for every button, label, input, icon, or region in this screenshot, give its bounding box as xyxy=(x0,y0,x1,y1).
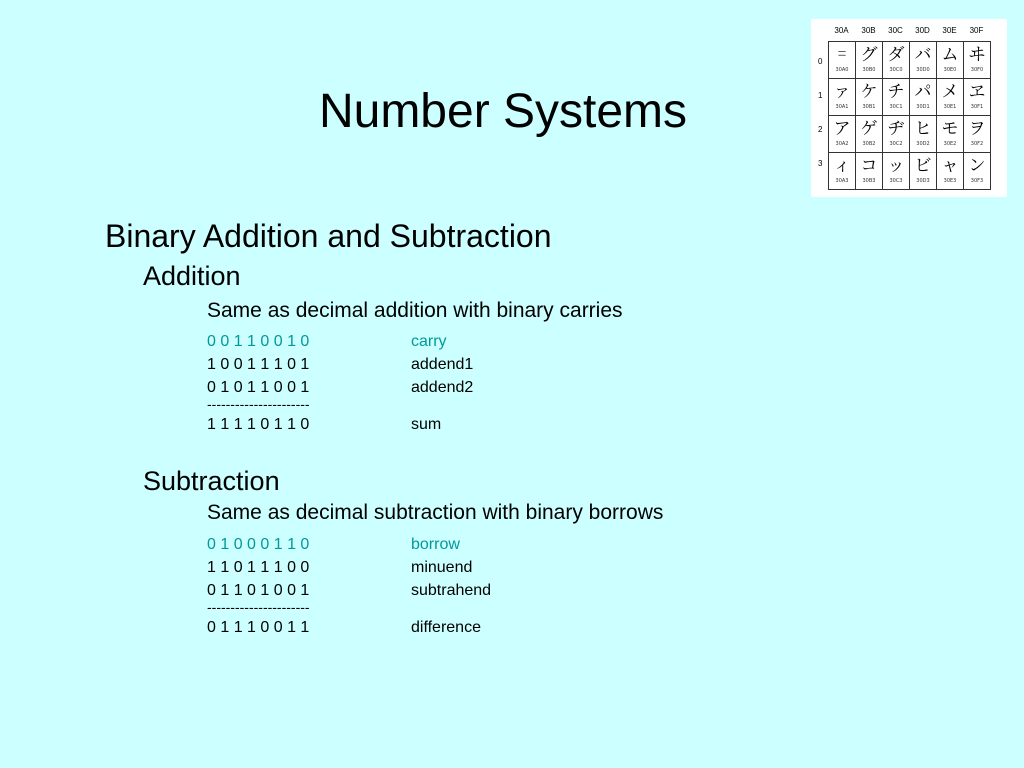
katakana-glyph: ン xyxy=(968,156,986,176)
addition-separator: ---------------------- xyxy=(207,396,310,412)
katakana-codepoint: 30F2 xyxy=(970,141,984,147)
katakana-glyph: ダ xyxy=(887,45,905,65)
katakana-cell xyxy=(829,153,856,190)
katakana-cell xyxy=(964,116,991,153)
katakana-codepoint: 30D2 xyxy=(916,141,930,147)
addition-description: Same as decimal addition with binary carries xyxy=(207,299,623,322)
katakana-codepoint: 30B0 xyxy=(862,67,876,73)
katakana-glyph: ヲ xyxy=(968,119,986,139)
column-header: 30D xyxy=(915,26,930,35)
column-header: 30C xyxy=(888,26,903,35)
katakana-glyph: ァ xyxy=(833,82,851,102)
katakana-cell xyxy=(937,116,964,153)
katakana-cell xyxy=(910,79,937,116)
row-header: 3 xyxy=(818,159,823,168)
katakana-cell xyxy=(883,116,910,153)
borrow-bits: 0 1 0 0 0 1 1 0 xyxy=(207,536,310,553)
katakana-glyph: ゠ xyxy=(833,45,851,65)
katakana-codepoint: 30F1 xyxy=(970,104,984,110)
katakana-cell xyxy=(829,42,856,79)
katakana-cell xyxy=(910,153,937,190)
borrow-label: borrow xyxy=(411,536,460,553)
addend1-label: addend1 xyxy=(411,356,474,373)
katakana-glyph: ィ xyxy=(833,156,851,176)
minuend-label: minuend xyxy=(411,559,473,576)
katakana-glyph: ヱ xyxy=(968,82,986,102)
subtrahend-bits: 0 1 1 0 1 0 0 1 xyxy=(207,582,310,599)
katakana-codepoint: 30E1 xyxy=(943,104,957,110)
katakana-codepoint: 30E3 xyxy=(943,178,957,184)
row-header: 2 xyxy=(818,125,823,134)
katakana-codepoint: 30D1 xyxy=(916,104,930,110)
katakana-codepoint: 30C0 xyxy=(889,67,903,73)
katakana-unicode-chart xyxy=(811,19,1007,197)
katakana-glyph: ケ xyxy=(860,82,878,102)
addend2-label: addend2 xyxy=(411,379,474,396)
katakana-glyph: ヰ xyxy=(968,45,986,65)
katakana-glyph: ッ xyxy=(887,156,905,176)
subtraction-separator: ---------------------- xyxy=(207,599,310,615)
column-header: 30A xyxy=(834,26,849,35)
katakana-codepoint: 30D3 xyxy=(916,178,930,184)
column-header: 30B xyxy=(861,26,876,35)
subtraction-description: Same as decimal subtraction with binary borrows xyxy=(207,501,664,524)
katakana-glyph: グ xyxy=(860,45,878,65)
column-header: 30E xyxy=(942,26,957,35)
carry-label: carry xyxy=(411,333,447,350)
column-header: 30F xyxy=(969,26,984,35)
katakana-cell xyxy=(883,153,910,190)
katakana-grid xyxy=(828,41,991,190)
subtraction-title: Subtraction xyxy=(143,466,280,496)
katakana-row xyxy=(829,42,991,79)
katakana-glyph: バ xyxy=(914,45,932,65)
katakana-cell xyxy=(883,42,910,79)
katakana-glyph: モ xyxy=(941,119,959,139)
katakana-glyph: コ xyxy=(860,156,878,176)
minuend-bits: 1 1 0 1 1 1 0 0 xyxy=(207,559,310,576)
katakana-cell xyxy=(937,42,964,79)
katakana-glyph: ヒ xyxy=(914,119,932,139)
addend1-bits: 1 0 0 1 1 1 0 1 xyxy=(207,356,310,373)
katakana-glyph: ア xyxy=(833,119,851,139)
katakana-codepoint: 30E0 xyxy=(943,67,957,73)
katakana-row xyxy=(829,153,991,190)
katakana-cell xyxy=(856,79,883,116)
katakana-glyph: チ xyxy=(887,82,905,102)
katakana-cell xyxy=(910,116,937,153)
katakana-glyph: メ xyxy=(941,82,959,102)
katakana-cell xyxy=(856,116,883,153)
slide-title: Number Systems xyxy=(318,85,688,138)
katakana-codepoint: 30A2 xyxy=(835,141,849,147)
difference-bits: 0 1 1 1 0 0 1 1 xyxy=(207,619,310,636)
katakana-codepoint: 30C1 xyxy=(889,104,903,110)
katakana-glyph: ャ xyxy=(941,156,959,176)
katakana-codepoint: 30C2 xyxy=(889,141,903,147)
katakana-codepoint: 30A1 xyxy=(835,104,849,110)
sum-label: sum xyxy=(411,416,442,433)
katakana-cell xyxy=(910,42,937,79)
subtrahend-label: subtrahend xyxy=(411,582,492,599)
katakana-codepoint: 30A3 xyxy=(835,178,849,184)
section-heading: Binary Addition and Subtraction xyxy=(105,218,552,254)
katakana-codepoint: 30B1 xyxy=(862,104,876,110)
katakana-glyph: パ xyxy=(914,82,932,102)
katakana-cell xyxy=(937,153,964,190)
katakana-codepoint: 30A0 xyxy=(835,67,849,73)
katakana-codepoint: 30C3 xyxy=(889,178,903,184)
katakana-glyph: ヂ xyxy=(887,119,905,139)
katakana-codepoint: 30B2 xyxy=(862,141,876,147)
katakana-row xyxy=(829,79,991,116)
carry-bits: 0 0 1 1 0 0 1 0 xyxy=(207,333,310,350)
katakana-cell xyxy=(856,153,883,190)
katakana-codepoint: 30F3 xyxy=(970,178,984,184)
katakana-cell xyxy=(829,116,856,153)
katakana-glyph: ビ xyxy=(914,156,932,176)
row-header: 1 xyxy=(818,91,823,100)
addition-title: Addition xyxy=(143,261,241,291)
katakana-glyph: ゲ xyxy=(860,119,878,139)
katakana-cell xyxy=(856,42,883,79)
katakana-cell xyxy=(964,42,991,79)
katakana-cell xyxy=(937,79,964,116)
sum-bits: 1 1 1 1 0 1 1 0 xyxy=(207,416,310,433)
katakana-glyph: ム xyxy=(941,45,959,65)
katakana-cell xyxy=(829,79,856,116)
katakana-row xyxy=(829,116,991,153)
katakana-codepoint: 30B3 xyxy=(862,178,876,184)
row-header: 0 xyxy=(818,57,823,66)
difference-label: difference xyxy=(411,619,481,636)
katakana-codepoint: 30D0 xyxy=(916,67,930,73)
katakana-cell xyxy=(883,79,910,116)
katakana-codepoint: 30F0 xyxy=(970,67,984,73)
katakana-codepoint: 30E2 xyxy=(943,141,957,147)
katakana-cell xyxy=(964,153,991,190)
katakana-cell xyxy=(964,79,991,116)
addend2-bits: 0 1 0 1 1 0 0 1 xyxy=(207,379,310,396)
